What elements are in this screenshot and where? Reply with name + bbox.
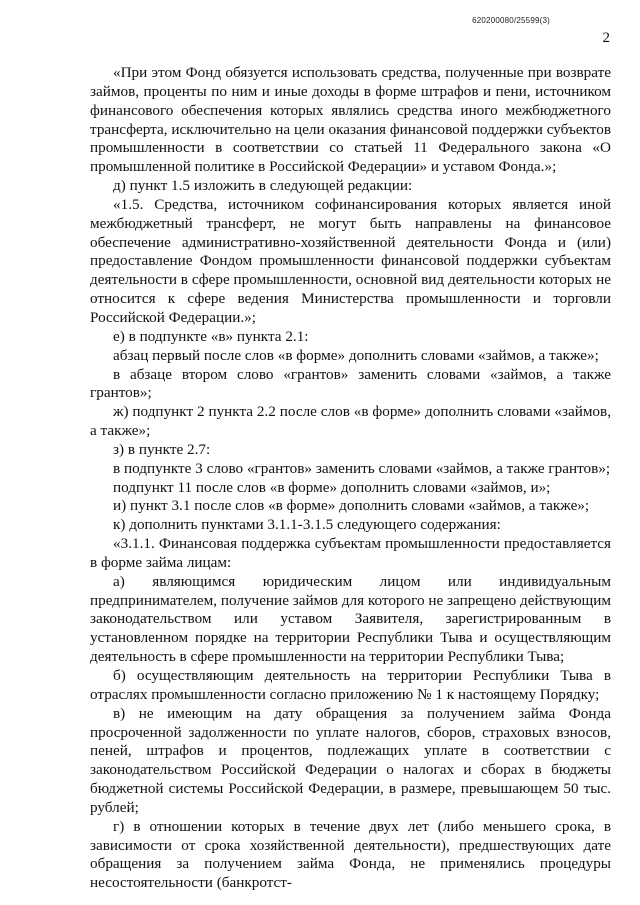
page-number: 2 [602,30,610,46]
paragraph-clause-1-5: «1.5. Средства, источником софинансирования которых является иной межбюджетный трансферт, не могут быть направлены на финансовое обеспечение административно-хозяйственной деятельности Фонда и (или) предоставление Фондом промышленности финансовой поддержки субъектам деятельности в сфере промышленности, основной вид деятельности которых не относится к сфере ведения Министерства промышленности и торговли Российской Федерации.»; [90,195,611,326]
paragraph-clause-3-1-1: «3.1.1. Финансовая поддержка субъектам промышленности предоставляется в форме займа лицам: [90,535,611,571]
paragraph-condition-g: г) в отношении которых в течение двух лет (либо меньшего срока, в зависимости от срока хозяйственной деятельности), предшествующих дате обращения за получением займа Фонда, не применялись процедуры несостоятельности (банкротст- [90,817,611,892]
paragraph-condition-a: а) являющимся юридическим лицом или индивидуальным предпринимателем, получение займов для которого не запрещено действующим законодательством или уставом Заявителя, зарегистрированным в установленном порядке на территории Республики Тыва и осуществляющим деятельность в сфере промышленности на территории Республики Тыва; [90,572,611,666]
paragraph-fund-obligation: «При этом Фонд обязуется использовать средства, полученные при возврате займов, проценты по ним и иные доходы в форме штрафов и пени, источником финансового обеспечения которых являлись средства иного межбюджетного трансферта, исключительно на цели оказания финансовой поддержки субъектов промышленности в соответствии со статьей 11 Федерального закона «О промышленной политике в Российской Федерации» и уставом Фонда.»; [90,64,611,176]
paragraph-item-z-sub11: подпункт 11 после слов «в форме» дополнить словами «займов, и»; [113,478,551,496]
paragraph-condition-b: б) осуществляющим деятельность на территории Республики Тыва в отраслях промышленности согласно приложению № 1 к настоящему Порядку; [90,667,611,703]
paragraph-condition-v: в) не имеющим на дату обращения за получением займа Фонда просроченной задолженности по уплате налогов, сборов, страховых взносов, пеней, штрафов и процентов, подлежащих уплате в соответствии с законодательством Российской Федерации о налогах и сборах в бюджеты бюджетной системы Российской Федерации, в размере, превышающем 50 тыс. рублей; [90,704,611,816]
paragraph-item-i: и) пункт 3.1 после слов «в форме» дополнить словами «займов, а также»; [113,497,590,515]
paragraph-item-z: з) в пункте 2.7: [113,440,211,458]
paragraph-item-d: д) пункт 1.5 изложить в следующей редакции: [113,177,413,195]
paragraph-item-zh: ж) подпункт 2 пункта 2.2 после слов «в форме» дополнить словами «займов, а также»; [90,403,611,440]
paragraph-item-z-sub3: в подпункте 3 слово «грантов» заменить словами «займов, а также грантов»; [113,459,611,477]
document-id: 620200080/25599(3) [472,16,550,25]
paragraph-item-k: к) дополнить пунктами 3.1.1-3.1.5 следующего содержания: [113,516,501,534]
paragraph-item-e-second: в абзаце втором слово «грантов» заменить словами «займов, а также грантов»; [90,365,611,402]
document-body [90,64,611,893]
paragraph-item-e: е) в подпункте «в» пункта 2.1: [113,327,309,345]
paragraph-item-e-first: абзац первый после слов «в форме» дополнить словами «займов, а также»; [113,346,599,364]
